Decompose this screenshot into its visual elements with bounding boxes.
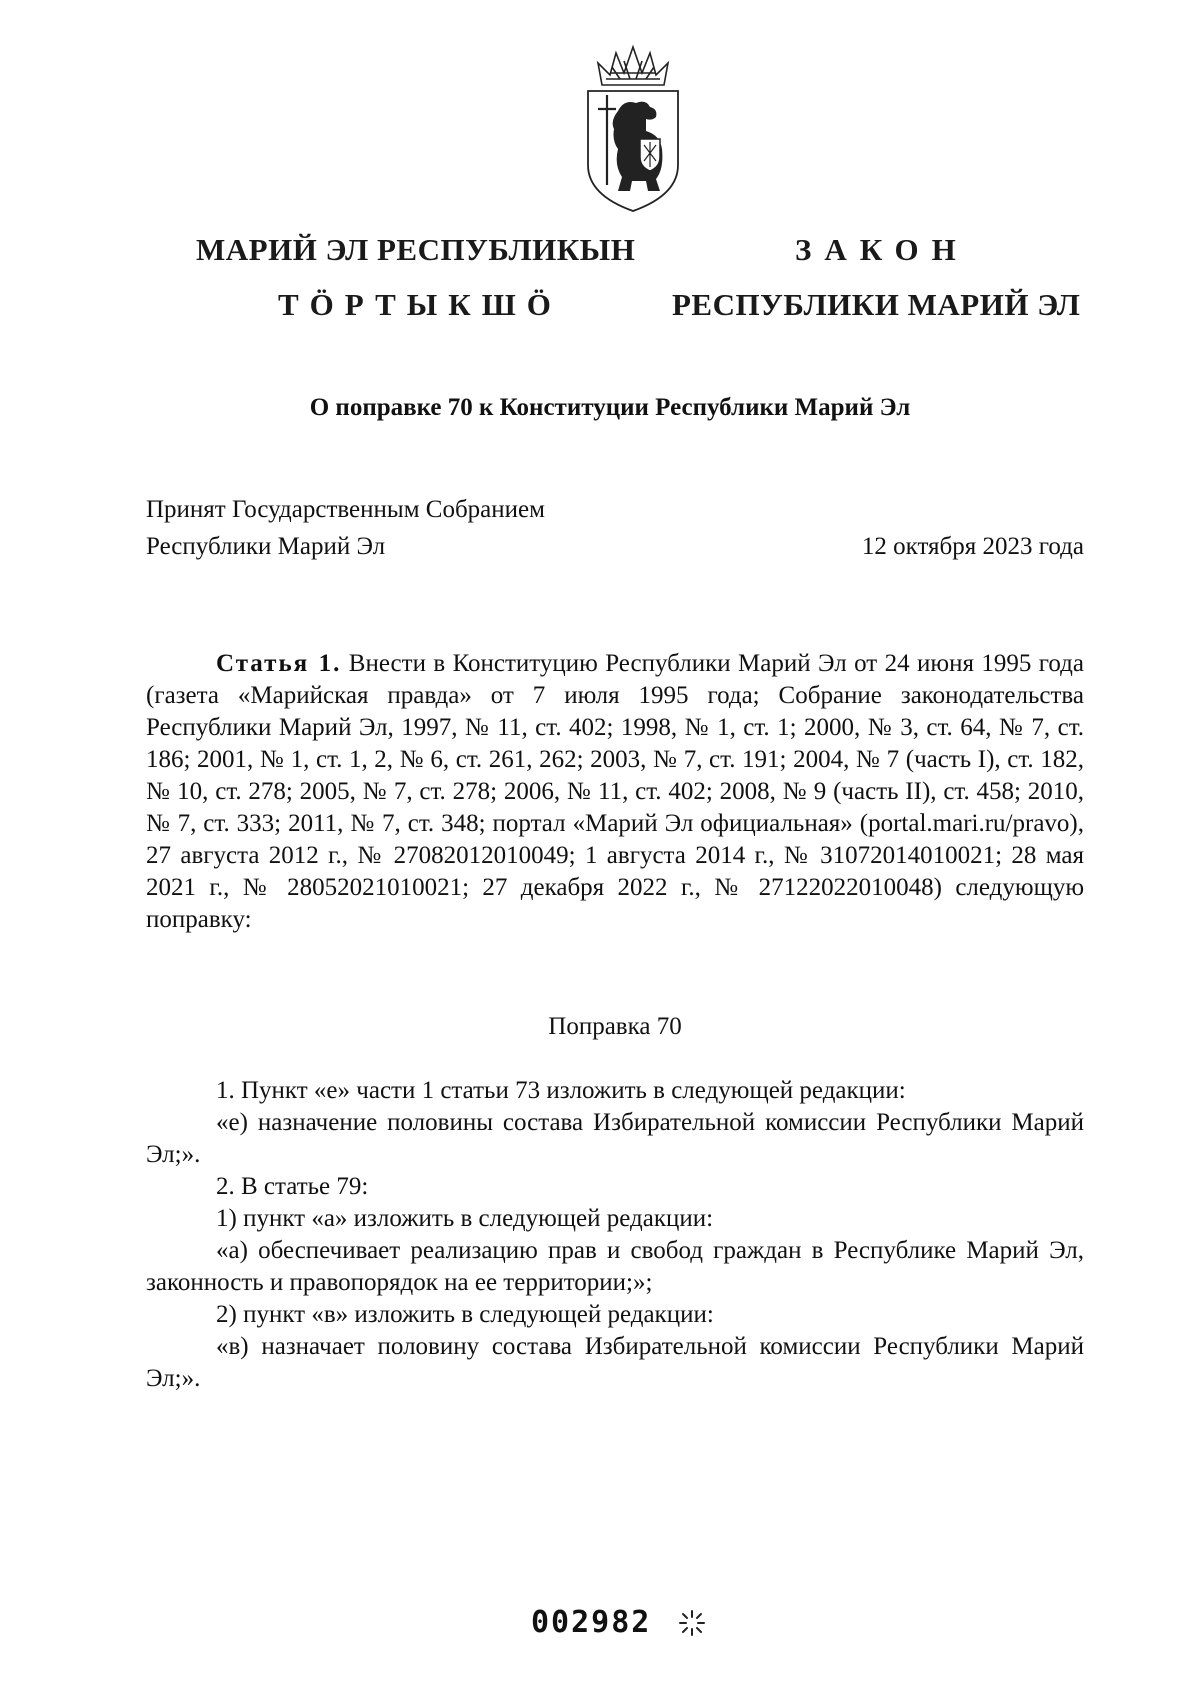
amendment-paragraph: «а) обеспечивает реализацию прав и свобод граждан в Республике Марий Эл, законность и правопорядок на ее территории;»; — [146, 1237, 1084, 1296]
stamp-star-icon — [677, 1608, 707, 1638]
coat-of-arms-icon — [580, 45, 686, 215]
article-1-heading: Статья 1. — [216, 650, 342, 677]
amendment-paragraph: 2) пункт «в» изложить в следующей редакции: — [216, 1301, 714, 1328]
amendment-paragraph: «е) назначение половины состава Избирательной комиссии Республики Марий Эл;». — [146, 1109, 1084, 1168]
coat-of-arms-emblem — [580, 45, 686, 215]
amendment-paragraph: «в) назначает половину состава Избирательной комиссии Республики Марий Эл;». — [146, 1333, 1084, 1392]
article-1 — [146, 648, 1084, 936]
header-left-line2: ТӦРТЫКШӦ — [278, 287, 562, 322]
amendment-paragraph: 2. В статье 79: — [216, 1173, 369, 1200]
adoption-date: 12 октября 2023 года — [861, 533, 1084, 560]
header-right-line1: ЗАКОН — [795, 232, 969, 267]
amendment-paragraph: 1) пункт «а» изложить в следующей редакции: — [216, 1205, 714, 1232]
amendment-heading: Поправка 70 — [548, 1013, 682, 1040]
serial-number: 002982 — [531, 1605, 652, 1640]
article-1-paragraph — [146, 648, 1084, 936]
amendment-paragraph: 1. Пункт «е» части 1 статьи 73 изложить в следующей редакции: — [216, 1077, 906, 1104]
adoption-line2: Республики Марий Эл — [146, 533, 386, 560]
amendment-body — [146, 1075, 1084, 1395]
adoption-block — [146, 491, 545, 565]
header-right-line2: РЕСПУБЛИКИ МАРИЙ ЭЛ — [672, 287, 1081, 322]
adoption-line1: Принят Государственным Собранием — [146, 496, 545, 523]
article-1-text: Внести в Конституцию Республики Марий Эл от 24 июня 1995 года (газета «Марийская правда» от 7 июля 1995 года; Собрание законодательства Республики Марий Эл, 1997, № 11, ст. 402; 1998, № 1, ст. 1; 2000, № 3, ст. 64, № 7, ст. 186; 2001, № 1, ст. 1, 2, № 6, ст. 261, 262; 2003, № 7, ст. 191; 2004, № 7 (часть I), ст. 182, № 10, ст. 278; 2005, № 7, ст. 278; 2006, № 11, ст. 402; 2008, № 9 (часть II), ст. 458; 2010, № 7, ст. 333; 2011, № 7, ст. 348; портал «Марий Эл официальная» (portal.mari.ru/pravo), 27 августа 2012 г., № 27082012010049; 1 августа 2014 г., № 31072014010021; 28 мая 2021 г., № 28052021010021; 27 декабря 2022 г., № 27122022010048) следующую поправку: — [146, 650, 1084, 933]
header-left-line1: МАРИЙ ЭЛ РЕСПУБЛИКЫН — [196, 232, 636, 267]
document-title: О поправке 70 к Конституции Республики Марий Эл — [309, 394, 911, 421]
